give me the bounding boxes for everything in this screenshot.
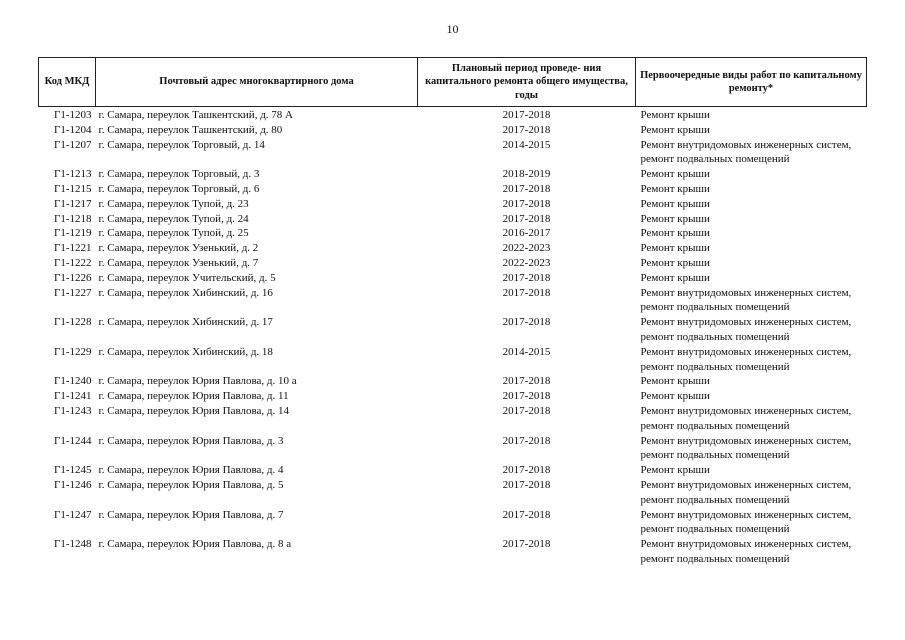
address-cell: г. Самара, переулок Хибинский, д. 16 xyxy=(98,286,273,299)
works-cell xyxy=(636,315,867,345)
header-row xyxy=(39,58,867,107)
works-cell xyxy=(636,478,867,508)
table-row xyxy=(39,107,867,123)
works-line: Ремонт крыши xyxy=(640,390,710,403)
address-cell: г. Самара, переулок Ташкентский, д. 80 xyxy=(98,123,283,136)
code-cell: Г1-1203 xyxy=(53,109,92,121)
table-row xyxy=(39,478,867,508)
works-line: ремонт подвальных помещений xyxy=(640,523,790,536)
period-cell: 2017-2018 xyxy=(502,286,551,299)
works-cell xyxy=(636,138,867,168)
period-cell: 2017-2018 xyxy=(502,390,551,403)
code-cell: Г1-1218 xyxy=(53,212,92,225)
works-line: Ремонт крыши xyxy=(640,256,710,269)
works-line: Ремонт крыши xyxy=(640,197,710,210)
works-cell xyxy=(636,434,867,464)
works-line: Ремонт крыши xyxy=(640,227,710,240)
table-body xyxy=(39,107,867,567)
header-address: Почтовый адрес многоквартирного дома xyxy=(96,58,418,107)
header-works: Первоочередные виды работ по капитальному ремонту* xyxy=(636,58,867,107)
code-cell: Г1-1222 xyxy=(53,256,92,269)
address-cell: г. Самара, переулок Тупой, д. 23 xyxy=(98,197,249,210)
works-cell xyxy=(636,107,867,123)
works-line: Ремонт крыши xyxy=(640,212,710,225)
code-cell: Г1-1213 xyxy=(53,168,92,181)
table-header xyxy=(39,58,867,107)
header-period: Плановый период проведе- ния капитального ремонта общего имущества, годы xyxy=(418,58,636,107)
code-cell: Г1-1226 xyxy=(53,271,92,284)
address-cell: г. Самара, переулок Торговый, д. 6 xyxy=(98,182,260,195)
address-cell: г. Самара, переулок Хибинский, д. 17 xyxy=(98,316,273,329)
address-cell: г. Самара, переулок Юрия Павлова, д. 4 xyxy=(98,464,284,477)
table-row xyxy=(39,182,867,197)
code-cell: Г1-1248 xyxy=(53,538,92,551)
works-cell xyxy=(636,241,867,256)
period-cell: 2017-2018 xyxy=(502,538,551,551)
works-line: Ремонт внутридомовых инженерных систем, xyxy=(640,316,852,329)
works-line: Ремонт внутридомовых инженерных систем, xyxy=(640,508,852,521)
address-cell: г. Самара, переулок Юрия Павлова, д. 14 xyxy=(98,404,290,417)
works-line: Ремонт внутридомовых инженерных систем, xyxy=(640,538,852,551)
table-row xyxy=(39,404,867,434)
code-cell: Г1-1228 xyxy=(53,316,92,329)
works-line: ремонт подвальных помещений xyxy=(640,360,790,373)
works-line: Ремонт внутридомовых инженерных систем, xyxy=(640,478,852,491)
works-line: Ремонт крыши xyxy=(640,375,710,388)
works-line: Ремонт крыши xyxy=(640,168,710,181)
works-line: ремонт подвальных помещений xyxy=(640,330,790,343)
table-row xyxy=(39,197,867,212)
code-cell: Г1-1247 xyxy=(53,508,92,521)
works-cell xyxy=(636,226,867,241)
period-cell: 2017-2018 xyxy=(502,123,551,136)
period-cell: 2017-2018 xyxy=(502,197,551,210)
works-line: Ремонт внутридомовых инженерных систем, xyxy=(640,345,852,358)
works-line: Ремонт крыши xyxy=(640,464,710,477)
period-cell: 2014-2015 xyxy=(502,138,551,151)
table-row xyxy=(39,374,867,389)
code-cell: Г1-1245 xyxy=(53,464,92,477)
address-cell: г. Самара, переулок Торговый, д. 3 xyxy=(98,168,260,181)
works-cell xyxy=(636,271,867,286)
address-cell: г. Самара, переулок Узенький, д. 7 xyxy=(98,256,259,269)
address-cell: г. Самара, переулок Юрия Павлова, д. 8 а xyxy=(98,538,292,551)
code-cell: Г1-1215 xyxy=(53,182,92,195)
address-cell: г. Самара, переулок Юрия Павлова, д. 5 xyxy=(98,478,284,491)
works-cell xyxy=(636,256,867,271)
address-cell: г. Самара, переулок Юрия Павлова, д. 3 xyxy=(98,434,284,447)
works-line: Ремонт крыши xyxy=(640,123,710,136)
works-cell xyxy=(636,463,867,478)
address-cell: г. Самара, переулок Юрия Павлова, д. 10 а xyxy=(98,375,297,388)
works-line: Ремонт крыши xyxy=(640,182,710,195)
address-cell: г. Самара, переулок Тупой, д. 24 xyxy=(98,212,249,225)
works-line: Ремонт крыши xyxy=(640,271,710,284)
period-cell: 2016-2017 xyxy=(502,227,551,240)
address-cell: г. Самара, переулок Торговый, д. 14 xyxy=(98,138,265,151)
code-cell: Г1-1246 xyxy=(53,478,92,491)
works-line: Ремонт крыши xyxy=(640,242,710,255)
address-cell: г. Самара, переулок Юрия Павлова, д. 11 xyxy=(98,390,289,403)
code-cell: Г1-1241 xyxy=(53,390,92,403)
table-row xyxy=(39,212,867,227)
table-row xyxy=(39,537,867,567)
works-line: Ремонт внутридомовых инженерных систем, xyxy=(640,138,852,151)
address-cell: г. Самара, переулок Учительский, д. 5 xyxy=(98,271,276,284)
table-row xyxy=(39,345,867,375)
works-cell xyxy=(636,212,867,227)
works-cell xyxy=(636,537,867,567)
works-cell xyxy=(636,167,867,182)
works-cell xyxy=(636,286,867,316)
table-row xyxy=(39,508,867,538)
period-cell: 2017-2018 xyxy=(502,271,551,284)
works-cell xyxy=(636,123,867,138)
code-cell: Г1-1243 xyxy=(53,404,92,417)
address-cell: г. Самара, переулок Ташкентский, д. 78 А xyxy=(98,109,293,121)
table-row xyxy=(39,226,867,241)
table-row xyxy=(39,389,867,404)
table-row xyxy=(39,315,867,345)
page-number: 10 xyxy=(446,22,459,36)
period-cell: 2017-2018 xyxy=(502,109,551,121)
code-cell: Г1-1244 xyxy=(53,434,92,447)
works-line: ремонт подвальных помещений xyxy=(640,153,790,166)
code-cell: Г1-1217 xyxy=(53,197,92,210)
capital-repair-table xyxy=(38,57,867,567)
code-cell: Г1-1229 xyxy=(53,345,92,358)
code-cell: Г1-1221 xyxy=(53,242,92,255)
works-line: Ремонт внутридомовых инженерных систем, xyxy=(640,404,852,417)
period-cell: 2022-2023 xyxy=(502,256,551,269)
address-cell: г. Самара, переулок Тупой, д. 25 xyxy=(98,227,249,240)
works-cell xyxy=(636,389,867,404)
works-line: Ремонт внутридомовых инженерных систем, xyxy=(640,286,852,299)
period-cell: 2018-2019 xyxy=(502,168,551,181)
code-cell: Г1-1219 xyxy=(53,227,92,240)
works-line: ремонт подвальных помещений xyxy=(640,301,790,314)
code-cell: Г1-1204 xyxy=(53,123,92,136)
table-row xyxy=(39,256,867,271)
works-line: ремонт подвальных помещений xyxy=(640,552,790,565)
table-row xyxy=(39,167,867,182)
works-line: ремонт подвальных помещений xyxy=(640,449,790,462)
period-cell: 2017-2018 xyxy=(502,464,551,477)
address-cell: г. Самара, переулок Узенький, д. 2 xyxy=(98,242,259,255)
header-code: Код МКД xyxy=(39,58,96,107)
table-row xyxy=(39,463,867,478)
period-cell: 2017-2018 xyxy=(502,182,551,195)
period-cell: 2022-2023 xyxy=(502,242,551,255)
period-cell: 2017-2018 xyxy=(502,404,551,417)
code-cell: Г1-1240 xyxy=(53,375,92,388)
works-cell xyxy=(636,404,867,434)
code-cell: Г1-1227 xyxy=(53,286,92,299)
works-cell xyxy=(636,182,867,197)
works-line: Ремонт внутридомовых инженерных систем, xyxy=(640,434,852,447)
table-row xyxy=(39,271,867,286)
period-cell: 2017-2018 xyxy=(502,478,551,491)
works-line: Ремонт крыши xyxy=(640,109,710,121)
table-row xyxy=(39,123,867,138)
works-line: ремонт подвальных помещений xyxy=(640,493,790,506)
code-cell: Г1-1207 xyxy=(53,138,92,151)
works-cell xyxy=(636,374,867,389)
works-cell xyxy=(636,197,867,212)
address-cell: г. Самара, переулок Хибинский, д. 18 xyxy=(98,345,273,358)
table-row xyxy=(39,138,867,168)
table-row xyxy=(39,241,867,256)
period-cell: 2017-2018 xyxy=(502,212,551,225)
works-line: ремонт подвальных помещений xyxy=(640,419,790,432)
table-row xyxy=(39,434,867,464)
works-cell xyxy=(636,508,867,538)
address-cell: г. Самара, переулок Юрия Павлова, д. 7 xyxy=(98,508,284,521)
period-cell: 2017-2018 xyxy=(502,434,551,447)
period-cell: 2014-2015 xyxy=(502,345,551,358)
period-cell: 2017-2018 xyxy=(502,508,551,521)
period-cell: 2017-2018 xyxy=(502,375,551,388)
table-row xyxy=(39,286,867,316)
period-cell: 2017-2018 xyxy=(502,316,551,329)
works-cell xyxy=(636,345,867,375)
